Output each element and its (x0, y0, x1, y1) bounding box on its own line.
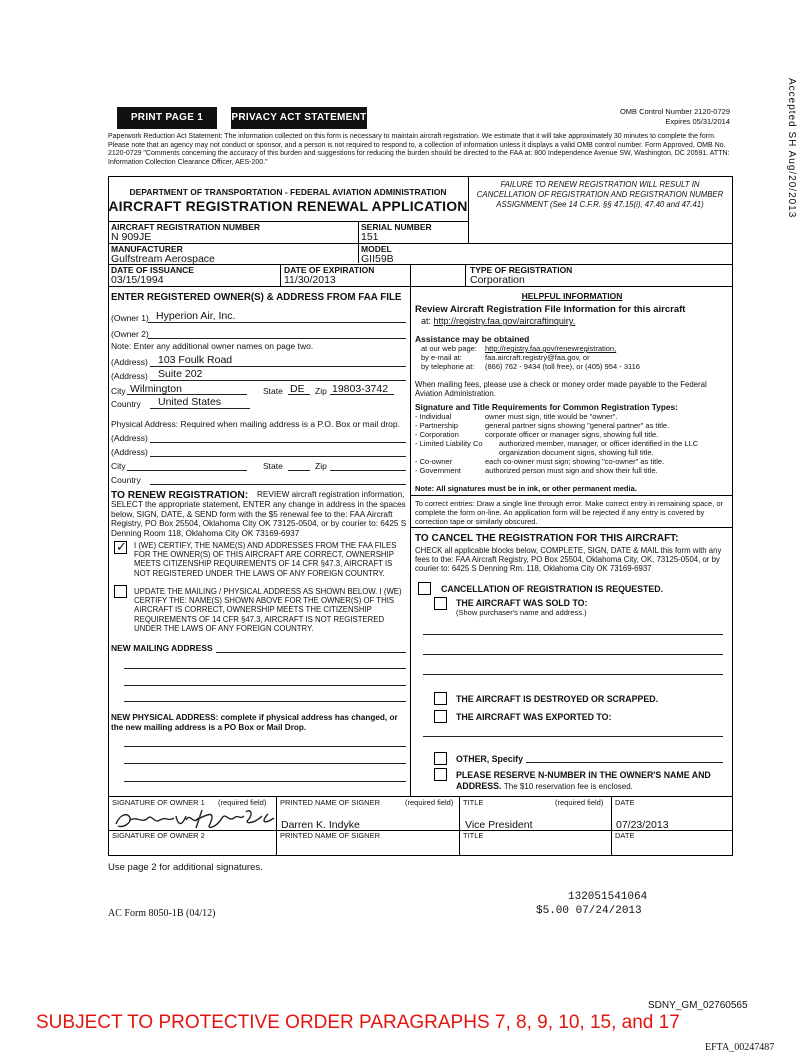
renew-instructions: REVIEW aircraft registration information, SELECT the appropriate statement, ENTER any change in address in the spaces below, SIGN, DATE, & SEND form with the $5 renewal fee to the: FAA Aircraft Registry, PO Box 25504, Oklahoma City OK 73125-0504, or by courier to: 6425 S Denning Room 118, Oklahoma City OK 73169-6937 (111, 490, 407, 539)
printed-required: (required field) (405, 798, 454, 807)
sig-requirement-type: - Corporation (415, 430, 459, 439)
new-physical-text: NEW PHYSICAL ADDRESS: complete if physical address has changed, or the new mailing address is a PO Box or Mail Drop. (111, 713, 398, 732)
date-value: 07/23/2013 (616, 819, 669, 831)
helpful-heading: HELPFUL INFORMATION (521, 291, 623, 301)
sig-requirement-desc: corporate officer or manager signs, showing full title. (485, 430, 659, 439)
reserve-checkbox[interactable] (434, 768, 447, 781)
cancel-request-checkbox[interactable] (418, 582, 431, 595)
sig1-required: (required field) (218, 798, 267, 807)
manufacturer-value: Gulfstream Aerospace (111, 253, 215, 265)
review-heading: Review Aircraft Registration File Information for this aircraft (415, 304, 686, 315)
serial-label: SERIAL NUMBER (361, 222, 432, 232)
phys-country-label: Country (111, 475, 141, 485)
phys-zip-label: Zip (315, 461, 327, 471)
address2-label: (Address) (111, 371, 148, 381)
certify-check-icon: ✓ (116, 539, 127, 554)
address2-value: Suite 202 (158, 368, 203, 380)
review-at: at: (421, 316, 432, 326)
assist-web-label: at our web page: (421, 344, 477, 353)
expiration-value: 11/30/2013 (284, 274, 336, 286)
sig-requirement-row (415, 439, 733, 457)
expiration-label: DATE OF EXPIRATION (284, 265, 375, 275)
reg-type-label: TYPE OF REGISTRATION (470, 265, 573, 275)
date-label: DATE (615, 798, 635, 807)
assist-phone-label: by telephone at: (421, 362, 475, 371)
title-value: Vice President (465, 819, 533, 831)
manufacturer-label: MANUFACTURER (111, 244, 183, 254)
sig-requirement-row (415, 412, 733, 421)
issuance-label: DATE OF ISSUANCE (111, 265, 194, 275)
sig2-label: SIGNATURE OF OWNER 2 (112, 831, 205, 840)
sig-requirement-row (415, 421, 733, 430)
title-required: (required field) (555, 798, 604, 807)
reg-number-value: N 909JE (111, 231, 152, 243)
printed2-label: PRINTED NAME OF SIGNER (280, 831, 381, 840)
assist-heading: Assistance may be obtained (415, 334, 530, 344)
title2-label: TITLE (463, 831, 484, 840)
sig-requirement-type: - Individual (415, 412, 452, 421)
reserve-label (456, 770, 726, 792)
sig-requirement-type: - Partnership (415, 421, 458, 430)
renewal-warning: FAILURE TO RENEW REGISTRATION WILL RESULT IN CANCELLATION OF REGISTRATION AND REGISTRATION NUMBER ASSIGNMENT (See 14 C.F.R. §§ 47.15(i), 47.40 and 47.41) (476, 180, 724, 209)
other-checkbox[interactable] (434, 752, 447, 765)
model-value: GII59B (361, 253, 394, 265)
form-title: AIRCRAFT REGISTRATION RENEWAL APPLICATION (108, 198, 468, 214)
phys-city-label: City (111, 461, 126, 471)
additional-owners-note: Note: Enter any additional owner names on page two. (111, 341, 314, 351)
new-physical-label (111, 713, 401, 733)
sig-requirement-type: - Co-owner (415, 457, 453, 466)
address1-value: 103 Foulk Road (158, 354, 233, 366)
address1-label: (Address) (111, 357, 148, 367)
sig-requirement-row (415, 430, 733, 439)
phys-address1-label: (Address) (111, 433, 148, 443)
exported-label: THE AIRCRAFT WAS EXPORTED TO: (456, 712, 612, 722)
city-value: Wilmington (130, 383, 182, 395)
new-mailing-label: NEW MAILING ADDRESS (111, 643, 213, 653)
receipt-number: 132051541064 (568, 891, 648, 903)
paperwork-statement: Paperwork Reduction Act Statement: The information collected on this form is necessary to maintain aircraft registration. We estimate that it will take approximately 30 minutes to complete the form. Please note that an agency may not conduct or sponsor, and a person is not required to respond to, a collection of information unless it displays a valid OMB control number. Form Approved, OMB No. 2120-0729 "Comments concerning the accuracy of this burden and suggestions for reducing the burden should be directed to the FAA at: 800 Independence Avenue SW, Washington, DC 20591. ATTN: Information Collection Clearance Officer, AES-200." (108, 133, 730, 166)
efta-number: EFTA_00247487 (705, 1042, 775, 1053)
side-stamp: Accepted SH Aug/20/2013 (786, 78, 797, 219)
reg-number-label: AIRCRAFT REGISTRATION NUMBER (111, 222, 261, 232)
reserve-text: PLEASE RESERVE N-NUMBER IN THE OWNER'S NAME AND ADDRESS. (456, 770, 711, 791)
protective-order-notice: SUBJECT TO PROTECTIVE ORDER PARAGRAPHS 7, 8, 9, 10, 15, and 17 (36, 1012, 680, 1033)
title-label: TITLE (463, 798, 484, 807)
assist-email[interactable]: faa.aircraft.registry@faa.gov, or (485, 353, 590, 362)
page2-note: Use page 2 for additional signatures. (108, 862, 263, 873)
exported-checkbox[interactable] (434, 710, 447, 723)
issuance-value: 03/15/1994 (111, 274, 164, 286)
assist-phone: (866) 762 - 9434 (toll free), or (405) 954 - 3116 (485, 362, 640, 371)
certify-checkbox[interactable] (114, 541, 127, 554)
sig-requirements-list (415, 412, 733, 475)
owner-signature (112, 806, 277, 832)
certify-statement: I (WE) CERTIFY, THE NAME(S) AND ADDRESSES FROM THE FAA FILES FOR THE OWNER(S) OF THIS AIRCRAFT ARE CORRECT, OWNERSHIP MEETS CITIZENSHIP REQUIREMENTS OF 14 CFR §47.3, AIRCRAFT IS NOT REGISTERED UNDER THE LAWS OF ANY FOREIGN COUNTRY. (134, 541, 397, 578)
sold-sublabel: (Show purchaser's name and address.) (456, 608, 587, 617)
sig-requirements-heading: Signature and Title Requirements for Common Registration Types: (415, 402, 678, 412)
phys-address2-label: (Address) (111, 447, 148, 457)
assist-web-link[interactable]: http://registry.faa.gov/renewregistration, (485, 344, 617, 353)
zip-label: Zip (315, 386, 327, 396)
sold-label: THE AIRCRAFT WAS SOLD TO: (456, 598, 588, 608)
form-id: AC Form 8050-1B (04/12) (108, 908, 216, 919)
printed-name-value: Darren K. Indyke (281, 819, 360, 831)
owners-heading: ENTER REGISTERED OWNER(S) & ADDRESS FROM FAA FILE (111, 292, 402, 303)
sig-requirement-type: - Government (415, 466, 461, 475)
sig-requirement-desc: authorized member, manager, or officer identified in the LLC organization document signs, showing full title. (499, 439, 699, 457)
country-label: Country (111, 399, 141, 409)
assist-email-label: by e-mail at: (421, 353, 462, 362)
destroyed-checkbox[interactable] (434, 692, 447, 705)
state-value: DE (290, 383, 305, 395)
correct-entries-note: To correct entries: Draw a single line through error. Make correct entry in remaining space, or complete the form on-line. An application form will be rejected if any entry is covered by correction tape or similarly obscured. (415, 499, 724, 527)
owner1-label: (Owner 1) (111, 313, 149, 323)
phys-state-label: State (263, 461, 283, 471)
cancel-heading: TO CANCEL THE REGISTRATION FOR THIS AIRCRAFT: (415, 533, 679, 544)
omb-control: OMB Control Number 2120-0729 (619, 107, 730, 116)
destroyed-label: THE AIRCRAFT IS DESTROYED OR SCRAPPED. (456, 694, 659, 704)
update-address-checkbox[interactable] (114, 585, 127, 598)
renew-heading: TO RENEW REGISTRATION: (111, 490, 249, 501)
city-label: City (111, 386, 126, 396)
ink-note: Note: All signatures must be in ink, or other permanent media. (415, 484, 637, 493)
sig-requirement-row (415, 457, 733, 466)
sig-requirement-desc: owner must sign, title would be "owner". (485, 412, 618, 421)
serial-value: 151 (361, 231, 379, 243)
date2-label: DATE (615, 831, 635, 840)
reg-type-value: Corporation (470, 274, 525, 286)
sig-requirement-type: - Limited Liability Co (415, 439, 483, 448)
cancel-instructions: CHECK all applicable blocks below, COMPLETE, SIGN, DATE & MAIL this form with any fees to the: FAA Aircraft Registry, PO Box 25504, Oklahoma City, OK, 73125-0504, or by courier to: 6425 S Denning Rm. 118, Oklahoma City OK 73169-6937 (415, 546, 722, 574)
model-label: MODEL (361, 244, 392, 254)
fees-note: When mailing fees, please use a check or money order made payable to the Federal Aviation Administration. (415, 380, 707, 399)
privacy-act-button[interactable]: PRIVACY ACT STATEMENT (231, 107, 367, 129)
sig-requirement-row (415, 466, 733, 475)
physical-address-note: Physical Address: Required when mailing address is a P.O. Box or mail drop. (111, 419, 400, 429)
owner1-value: Hyperion Air, Inc. (156, 310, 236, 322)
sig1-label: SIGNATURE OF OWNER 1 (112, 798, 205, 807)
sig-requirement-desc: authorized person must sign and show their full title. (485, 466, 658, 475)
print-page-button[interactable]: PRINT PAGE 1 (117, 107, 217, 129)
dept-heading: DEPARTMENT OF TRANSPORTATION - FEDERAL AVIATION ADMINISTRATION (129, 187, 447, 197)
state-label: State (263, 386, 283, 396)
zip-value: 19803-3742 (332, 383, 389, 395)
cancel-request-label: CANCELLATION OF REGISTRATION IS REQUESTED. (441, 584, 664, 594)
update-address-statement: UPDATE THE MAILING / PHYSICAL ADDRESS AS SHOWN BELOW. I (WE) CERTIFY THE: NAME(S) SHOWN ABOVE FOR THE OWNER(S) OF THIS AIRCRAFT IS CORRECT, OWNERSHIP MEETS THE CITIZENSHIP REQUIREMENTS OF 14 CFR §47.3, AIRCRAFT IS NOT REGISTERED UNDER THE LAWS OF ANY FOREIGN COUNTRY. (134, 587, 402, 633)
review-link (421, 316, 575, 326)
bates-number: SDNY_GM_02760565 (648, 1000, 748, 1011)
country-value: United States (158, 396, 222, 408)
other-label: OTHER, Specify (456, 754, 523, 764)
receipt-fee: $5.00 07/24/2013 (536, 905, 642, 917)
printed-name-label: PRINTED NAME OF SIGNER (280, 798, 381, 807)
sig-requirement-desc: each co-owner must sign; showing "co-owner" as title. (485, 457, 665, 466)
omb-expires: Expires 05/31/2014 (665, 117, 730, 126)
review-url-link[interactable]: http://registry.faa.gov/aircraftinquiry. (433, 316, 576, 326)
sold-checkbox[interactable] (434, 597, 447, 610)
sig-requirement-desc: general partner signs showing "general partner" as title. (485, 421, 670, 430)
reserve-fee: The $10 reservation fee is enclosed. (503, 782, 633, 791)
owner2-label: (Owner 2) (111, 329, 149, 339)
